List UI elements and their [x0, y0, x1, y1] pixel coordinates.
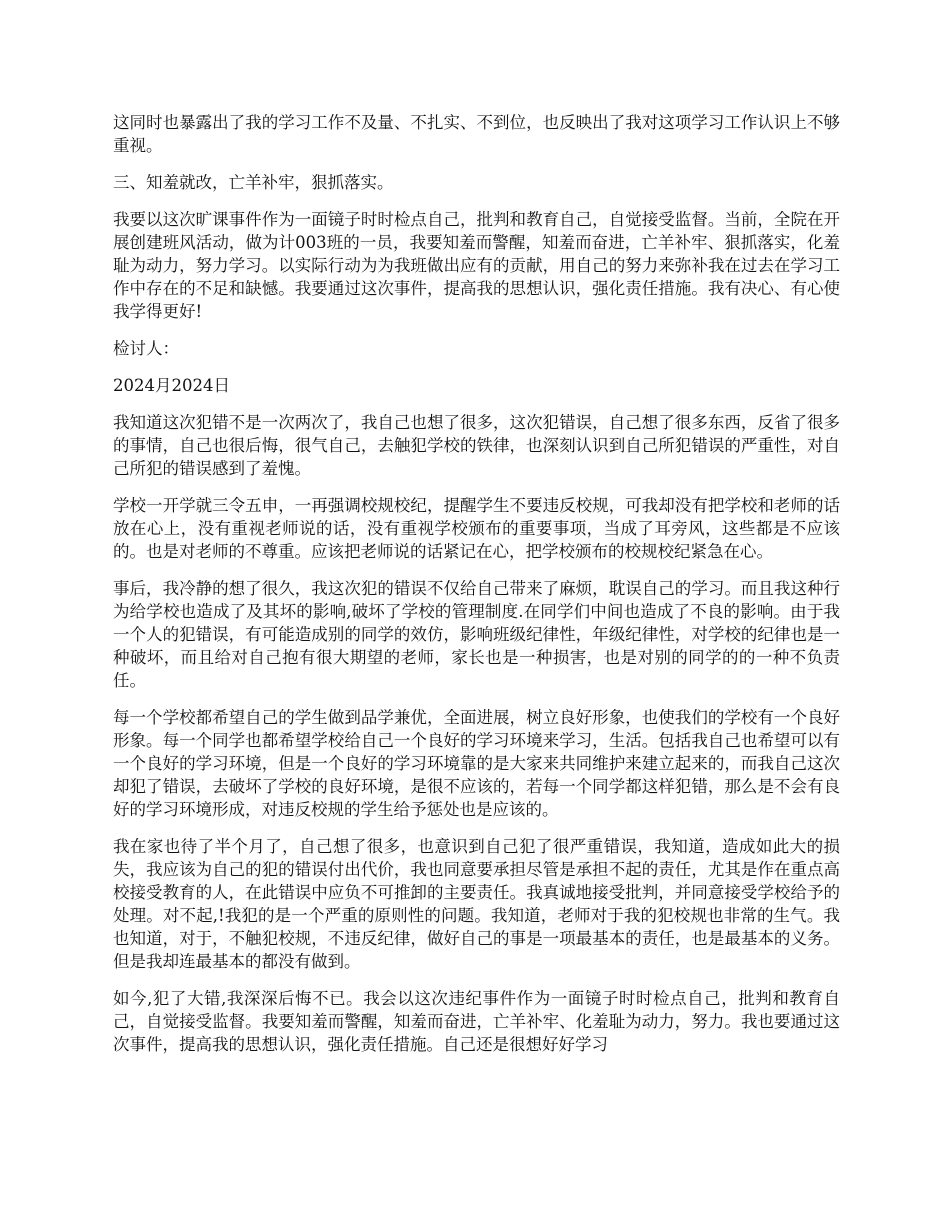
- paragraph: 学校一开学就三令五申，一再强调校规校纪，提醒学生不要违反校规，可我却没有把学校和老师的话放在心上，没有重视老师说的话，没有重视学校颁布的重要事项，当成了耳旁风，这些都是不应该的。也是对老师的不尊重。应该把老师说的话紧记在心，把学校颁布的校规校纪紧急在心。: [113, 496, 840, 561]
- paragraph: 如今,犯了大错,我深深后悔不已。我会以这次违纪事件作为一面镜子时时检点自己，批判和教育自己，自觉接受监督。我要知羞而警醒，知羞而奋进，亡羊补牢、化羞耻为动力，努力。我也要通过这次事件，提高我的思想认识，强化责任措施。自己还是很想好好学习: [113, 989, 840, 1054]
- section-heading: 三、知羞就改，亡羊补牢，狠抓落实。: [113, 173, 394, 192]
- paragraph: 每一个学校都希望自己的学生做到品学兼优，全面进展，树立良好形象，也使我们的学校有一个良好形象。每一个同学也都希望学校给自己一个良好的学习环境来学习，生活。包括我自己也希望可以有一个良好的学习环境，但是一个良好的学习环境靠的是大家来共同维护来建立起来的，而我自己这次却犯了错误，去破坏了学校的良好环境，是很不应该的，若每一个同学都这样犯错，那么是不会有良好的学习环境形成，对违反校规的学生给予惩处也是应该的。: [113, 708, 840, 819]
- paragraph: 我要以这次旷课事件作为一面镜子时时检点自己，批判和教育自己，自觉接受监督。当前，全院在开展创建班风活动，做为计003班的一员，我要知羞而警醒，知羞而奋进，亡羊补牢、狠抓落实，化羞耻为动力，努力学习。以实际行动为为我班做出应有的贡献，用自己的努力来弥补我在过去在学习工作中存在的不足和缺憾。我要通过这次事件，提高我的思想认识，强化责任措施。我有决心、有心使我学得更好!: [113, 210, 840, 321]
- signature-line: 检讨人：: [113, 339, 179, 358]
- paragraph: 这同时也暴露出了我的学习工作不及量、不扎实、不到位，也反映出了我对这项学习工作认识上不够重视。: [113, 113, 840, 155]
- date-line: 2024月2024日: [113, 376, 230, 395]
- paragraph: 我知道这次犯错不是一次两次了，我自己也想了很多，这次犯错误，自己想了很多东西，反省了很多的事情，自己也很后悔，很气自己，去触犯学校的铁律，也深刻认识到自己所犯错误的严重性，对自己所犯的错误感到了羞愧。: [113, 413, 840, 478]
- paragraph: 我在家也待了半个月了，自己想了很多，也意识到自己犯了很严重错误，我知道，造成如此大的损失，我应该为自己的犯的错误付出代价，我也同意要承担尽管是承担不起的责任，尤其是作在重点高校接受教育的人，在此错误中应负不可推卸的主要责任。我真诚地接受批判，并同意接受学校给予的处理。对不起,!我犯的是一个严重的原则性的问题。我知道，老师对于我的犯校规也非常的生气。我也知道，对于，不触犯校规，不违反纪律，做好自己的事是一项最基本的责任，也是最基本的义务。但是我却连最基本的都没有做到。: [113, 837, 840, 971]
- document-body: [113, 111, 840, 1070]
- paragraph: 事后，我冷静的想了很久，我这次犯的错误不仅给自己带来了麻烦，耽误自己的学习。而且我这种行为给学校也造成了及其坏的影响,破坏了学校的管理制度.在同学们中间也造成了不良的影响。由于我一个人的犯错误，有可能造成别的同学的效仿，影响班级纪律性，年级纪律性，对学校的纪律也是一种破坏，而且给对自己抱有很大期望的老师，家长也是一种损害，也是对别的同学的的一种不负责任。: [113, 579, 840, 690]
